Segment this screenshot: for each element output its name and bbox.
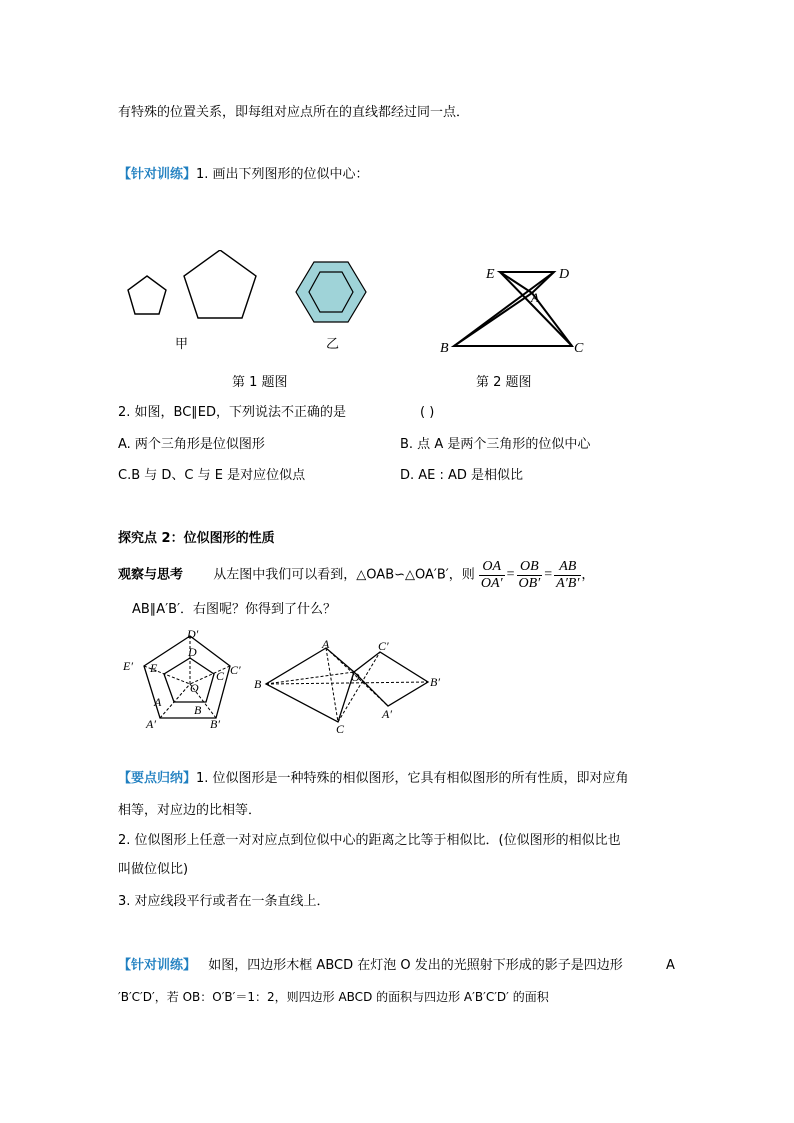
large-pentagon (184, 250, 256, 318)
label-jia: 甲 (175, 337, 189, 352)
training-2-line-1: 【针对训练】 如图，四边形木框 ABCD 在灯泡 O 发出的光照射下形成的影子是四边形 (118, 958, 623, 973)
option-a: A. 两个三角形是位似图形 (118, 437, 265, 452)
point-b-prime: B′ (210, 717, 220, 731)
label-yi: 乙 (326, 337, 340, 352)
summary-2a: 2. 位似图形上任意一对对应点到位似中心的距离之比等于相似比．(位似图形的相似比也 (118, 833, 621, 848)
figure-2-caption: 第 2 题图 (476, 375, 532, 390)
point-c: C (336, 722, 345, 736)
training-1-text: 1. 画出下列图形的位似中心： (196, 167, 369, 182)
point-c: C (216, 669, 225, 683)
point-a-prime: A′ (382, 707, 392, 721)
fraction-oa: $\frac{OA}{OA'}$ (480, 558, 503, 591)
point-a-prime: A′ (146, 717, 156, 731)
figure-2 (436, 262, 596, 358)
observe-line-2: AB∥A′B′．右图呢？你得到了什么？ (132, 602, 337, 617)
point-e: E (486, 267, 495, 282)
quad-abc (266, 648, 354, 722)
point-c-prime: C′ (230, 663, 241, 677)
intro-line: 有特殊的位置关系，即每组对应点所在的直线都经过同一点． (118, 105, 470, 120)
fraction-ab: $\frac{AB}{A'B'}$ (556, 558, 580, 591)
training-1-heading (118, 166, 369, 184)
training-tag: 【针对训练】 (118, 167, 197, 182)
outer-hexagon (296, 262, 366, 322)
point-b: B (440, 341, 449, 356)
question-2: 2. 如图，BC∥ED，下列说法不正确的是 (118, 405, 347, 420)
point-c-prime: C′ (378, 639, 389, 653)
point-a: A (154, 695, 162, 709)
point-e: E (150, 661, 158, 675)
training-2-line-2: ′B′C′D′，若 OB：O′B′＝1：2，则四边形 ABCD 的面积与四边形 A′B′C′D′ 的面积 (118, 990, 549, 1004)
summary-tag: 【要点归纳】 (118, 771, 197, 786)
observe-text: 从左图中我们可以看到，△OAB∽△OA′B′，则 (213, 567, 475, 583)
training-tag-2: 【针对训练】 (118, 958, 197, 973)
point-d: D (188, 645, 197, 659)
triangle-ade (500, 272, 554, 293)
point-o: O (190, 681, 199, 695)
summary-1b: 相等，对应边的比相等． (118, 803, 262, 818)
fraction-ob: $\frac{OB}{OB'}$ (518, 558, 541, 591)
inner-pentagon (164, 658, 214, 702)
quad-abc-prime (354, 652, 428, 706)
figure-1 (120, 250, 380, 360)
option-c: C.B 与 D、C 与 E 是对应位似点 (118, 468, 306, 483)
option-b: B. 点 A 是两个三角形的位似中心 (400, 437, 591, 452)
point-b-prime: B′ (430, 675, 440, 689)
option-d: D. AE : AD 是相似比 (400, 468, 524, 483)
figure-4 (250, 636, 450, 736)
observe-tag: 观察与思考 (118, 567, 184, 583)
small-pentagon (128, 276, 166, 314)
point-e-prime: E′ (123, 659, 133, 673)
point-d-prime: D′ (187, 627, 199, 641)
point-o: O (351, 670, 360, 684)
training-2-line-1-end: A (666, 958, 675, 973)
point-d: D (559, 267, 570, 282)
summary-1a: 【要点归纳】1. 位似图形是一种特殊的相似图形，它具有相似图形的所有性质，即对应角 (118, 771, 629, 786)
point-a: A (322, 637, 330, 651)
figure-1-caption: 第 1 题图 (232, 375, 288, 390)
observe-line: 观察与思考 从左图中我们可以看到，△OAB∽△OA′B′，则 $\frac{OA}{OA'}$ = $\frac{OB}{OB'}$ = $\frac{AB}{A'B'}$ ， (118, 558, 595, 591)
point-b: B (254, 677, 262, 691)
answer-paren: ( ) (420, 405, 435, 420)
point-c: C (574, 341, 584, 356)
section-title: 探究点 2：位似图形的性质 (118, 531, 275, 546)
point-a: A (531, 290, 539, 305)
figure-3 (118, 626, 248, 734)
summary-2b: 叫做位似比) (118, 862, 189, 877)
summary-3: 3. 对应线段平行或者在一条直线上． (118, 894, 330, 909)
triangle-abc (454, 293, 572, 346)
point-b: B (194, 703, 202, 717)
